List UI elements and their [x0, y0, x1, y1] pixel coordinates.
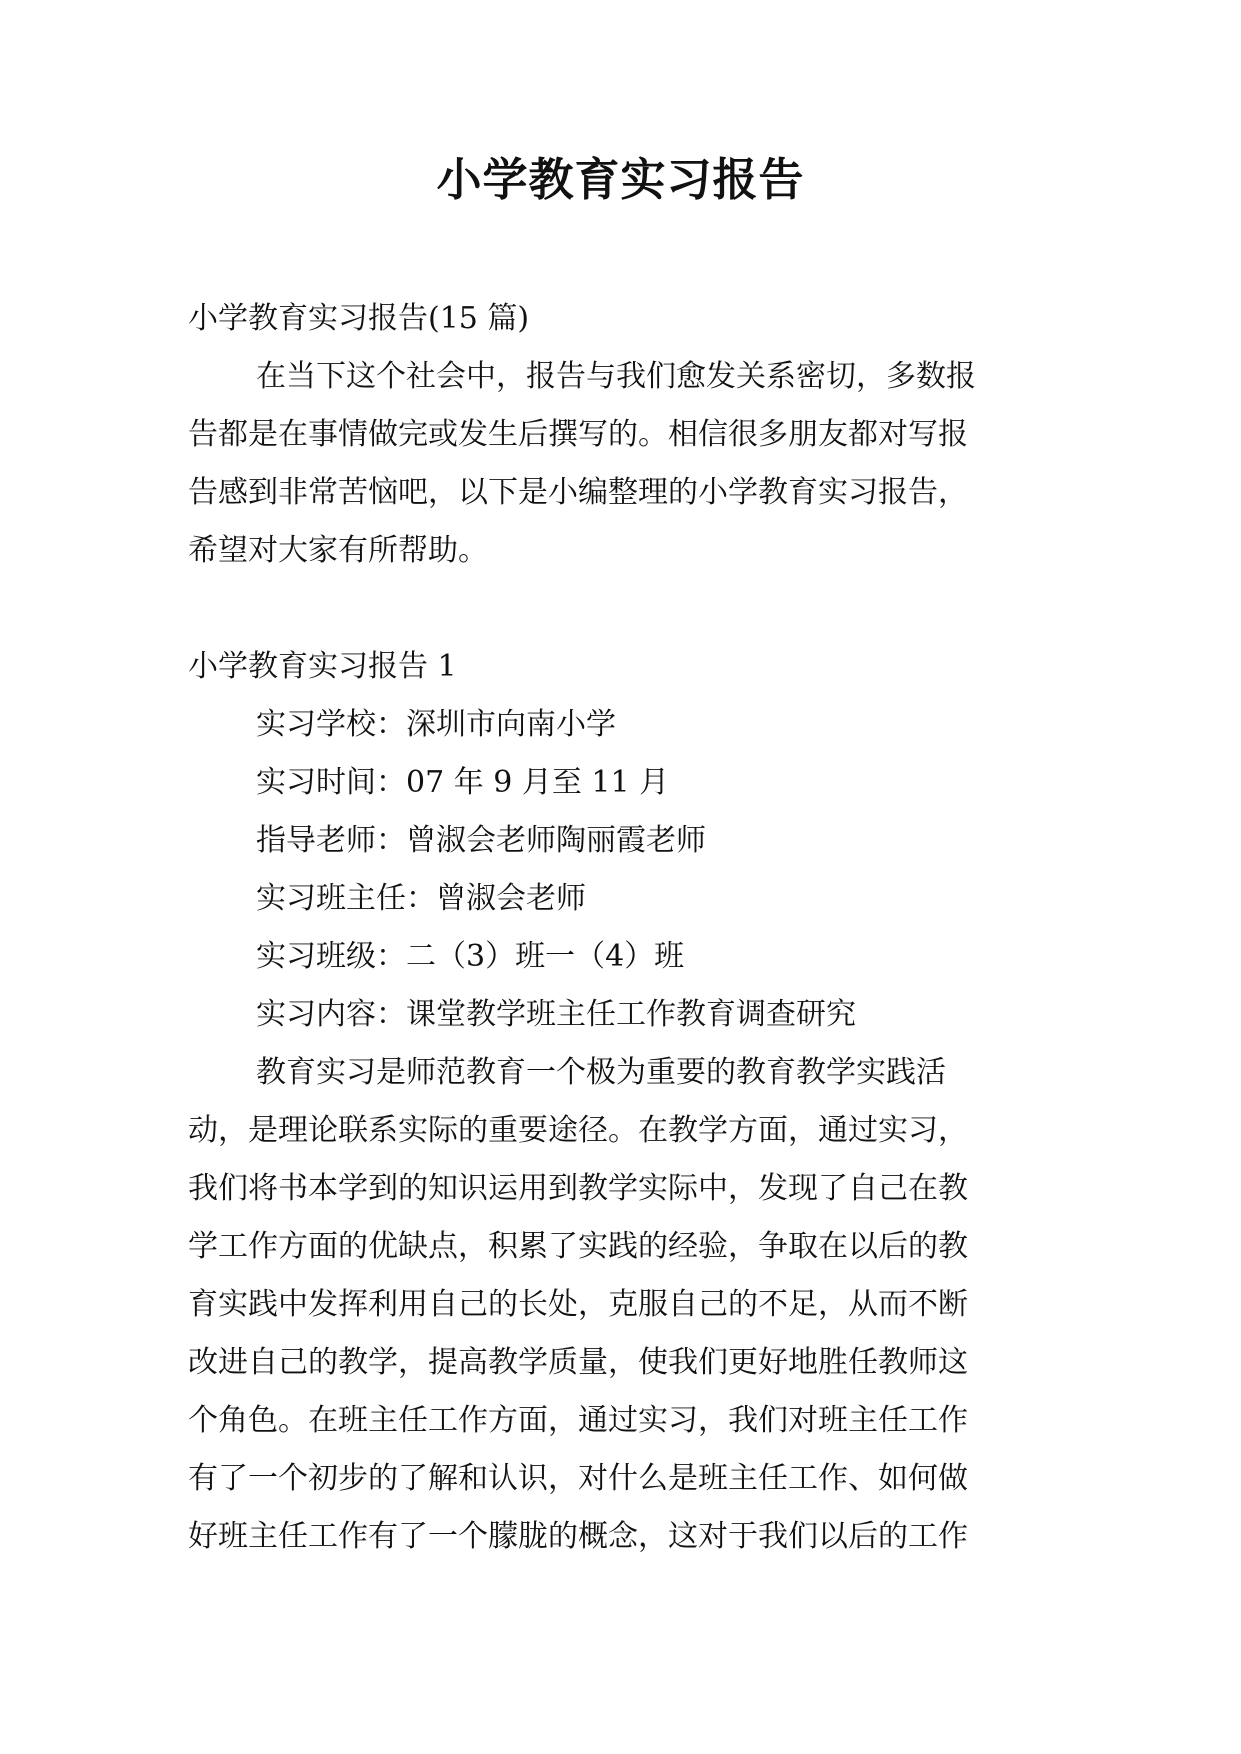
- body-line: 动，是理论联系实际的重要途径。在教学方面，通过实习，: [188, 1113, 968, 1148]
- intro-line: 告感到非常苦恼吧，以下是小编整理的小学教育实习报告，: [188, 475, 968, 510]
- document-subtitle: 小学教育实习报告(15 篇): [188, 301, 530, 336]
- body-line: 教育实习是师范教育一个极为重要的教育教学实践活: [256, 1055, 946, 1090]
- info-line-school: 实习学校：深圳市向南小学: [256, 707, 616, 742]
- body-line: 育实践中发挥利用自己的长处，克服自己的不足，从而不断: [188, 1287, 968, 1322]
- document-body: [188, 290, 1048, 1566]
- section-heading: 小学教育实习报告 1: [188, 649, 457, 684]
- info-line-classes: 实习班级：二（3）班一（4）班: [256, 939, 685, 974]
- info-line-head-teacher: 实习班主任：曾淑会老师: [256, 881, 586, 916]
- intro-line: 在当下这个社会中，报告与我们愈发关系密切，多数报: [256, 359, 976, 394]
- body-line: 学工作方面的优缺点，积累了实践的经验，争取在以后的教: [188, 1229, 968, 1264]
- body-line: 好班主任工作有了一个朦胧的概念，这对于我们以后的工作: [188, 1519, 968, 1554]
- info-line-content: 实习内容：课堂教学班主任工作教育调查研究: [256, 997, 856, 1032]
- body-line: 我们将书本学到的知识运用到教学实际中，发现了自己在教: [188, 1171, 968, 1206]
- body-line: 个角色。在班主任工作方面，通过实习，我们对班主任工作: [188, 1403, 968, 1438]
- document-title: 小学教育实习报告: [436, 153, 805, 206]
- intro-line: 希望对大家有所帮助。: [188, 533, 488, 568]
- intro-line: 告都是在事情做完或发生后撰写的。相信很多朋友都对写报: [188, 417, 968, 452]
- info-line-time: 实习时间：07 年 9 月至 11 月: [256, 765, 670, 800]
- body-line: 有了一个初步的了解和认识，对什么是班主任工作、如何做: [188, 1461, 968, 1496]
- paragraph-gap: [188, 580, 1048, 638]
- info-line-advisors: 指导老师：曾淑会老师陶丽霞老师: [256, 823, 706, 858]
- body-line: 改进自己的教学，提高教学质量，使我们更好地胜任教师这: [188, 1345, 968, 1380]
